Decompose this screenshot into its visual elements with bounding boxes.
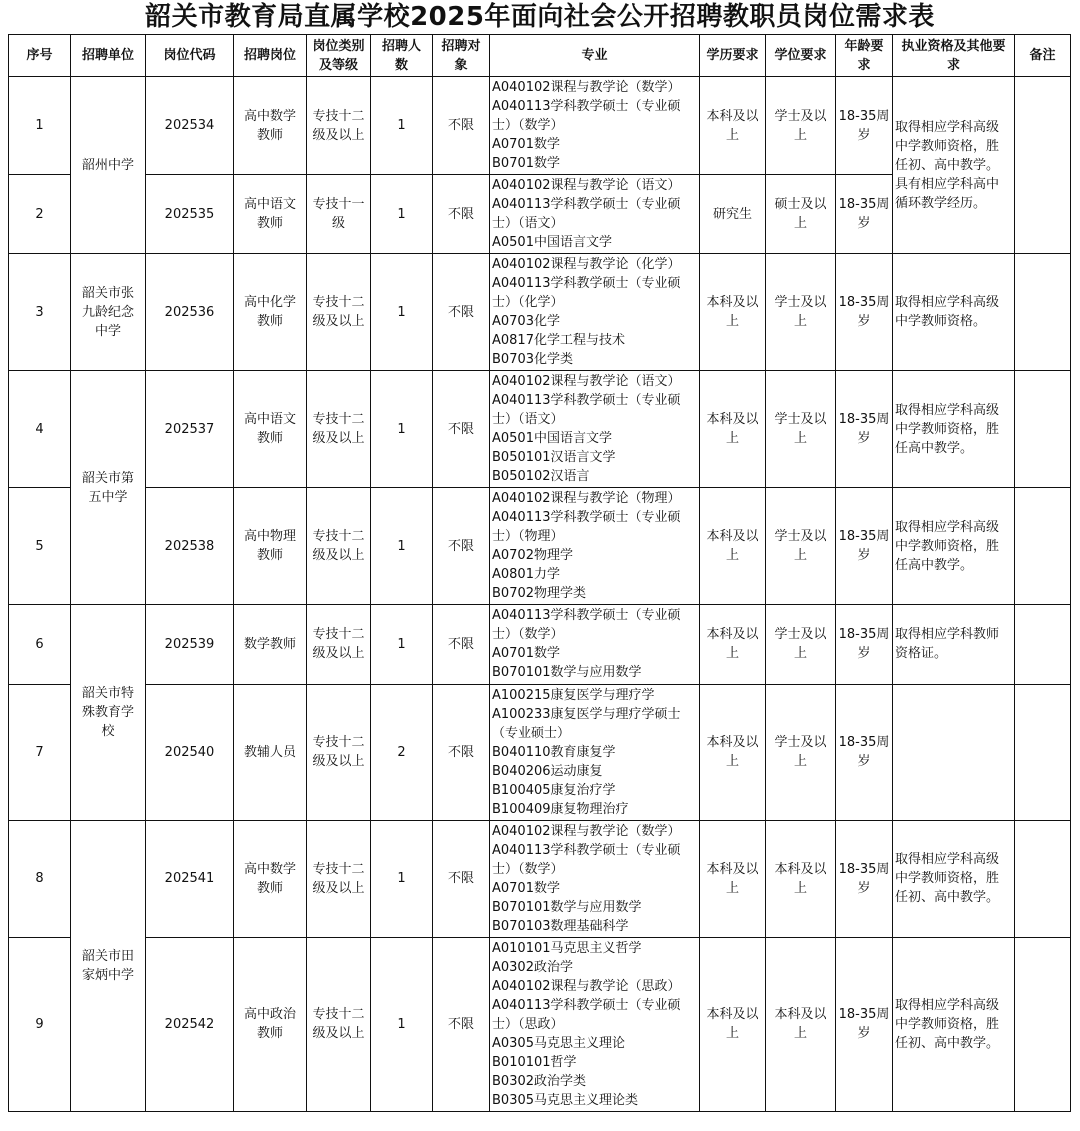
header-major: 专业 [490,35,700,77]
cell-post: 教辅人员 [234,684,307,820]
cell-major: A040102课程与教学论（数学） A040113学科教学硕士（专业硕 士）（数学） A0701数学 B070101数学与应用数学 B070103数理基础科学 [490,820,700,937]
header-code: 岗位代码 [146,35,234,77]
cell-seq: 6 [9,605,71,684]
cell-count: 1 [371,605,433,684]
cell-major: A010101马克思主义哲学 A0302政治学 A040102课程与教学论（思政） A040113学科教学硕士（专业硕 士）（思政） A0305马克思主义理论 B010101哲学 B0302政治学类 B0305马克思主义理论类 [490,937,700,1111]
cell-code: 202542 [146,937,234,1111]
cell-degree: 学士及以 上 [766,488,836,605]
cell-degree: 本科及以 上 [766,937,836,1111]
cell-qualification: 取得相应学科高级 中学教师资格，胜 任初、高中教学。 [893,937,1015,1111]
cell-count: 1 [371,820,433,937]
cell-seq: 3 [9,254,71,371]
cell-count: 1 [371,175,433,254]
cell-education: 本科及以 上 [700,937,766,1111]
cell-count: 1 [371,937,433,1111]
header-category: 岗位类别 及等级 [307,35,371,77]
cell-seq: 4 [9,371,71,488]
cell-qualification: 取得相应学科高级 中学教师资格，胜 任高中教学。 [893,488,1015,605]
cell-code: 202537 [146,371,234,488]
cell-age: 18-35周 岁 [836,820,893,937]
cell-seq: 9 [9,937,71,1111]
cell-count: 1 [371,254,433,371]
cell-seq: 8 [9,820,71,937]
cell-major: A040102课程与教学论（化学） A040113学科教学硕士（专业硕 士）（化学） A0703化学 A0817化学工程与技术 B0703化学类 [490,254,700,371]
cell-seq: 2 [9,175,71,254]
cell-unit: 韶关市田 家炳中学 [71,820,146,1111]
header-seq: 序号 [9,35,71,77]
cell-category: 专技十二 级及以上 [307,937,371,1111]
cell-target: 不限 [433,937,490,1111]
cell-target: 不限 [433,488,490,605]
cell-post: 高中政治 教师 [234,937,307,1111]
cell-major: A040102课程与教学论（语文） A040113学科教学硕士（专业硕 士）（语文） A0501中国语言文学 [490,175,700,254]
header-remark: 备注 [1015,35,1071,77]
cell-seq: 1 [9,77,71,175]
table-row [9,488,1071,605]
cell-category: 专技十二 级及以上 [307,605,371,684]
cell-category: 专技十二 级及以上 [307,820,371,937]
cell-target: 不限 [433,684,490,820]
cell-education: 本科及以 上 [700,684,766,820]
cell-major: A100215康复医学与理疗学 A100233康复医学与理疗学硕士 （专业硕士） B040110教育康复学 B040206运动康复 B100405康复治疗学 B100409康复物理治疗 [490,684,700,820]
cell-category: 专技十二 级及以上 [307,77,371,175]
cell-remark [1015,254,1071,371]
cell-post: 高中数学 教师 [234,820,307,937]
table-row [9,371,1071,488]
cell-unit: 韶关市张 九龄纪念 中学 [71,254,146,371]
cell-category: 专技十二 级及以上 [307,371,371,488]
cell-degree: 学士及以 上 [766,605,836,684]
cell-qualification: 取得相应学科高级 中学教师资格，胜 任高中教学。 [893,371,1015,488]
table-row [9,684,1071,820]
cell-code: 202539 [146,605,234,684]
cell-education: 本科及以 上 [700,820,766,937]
cell-remark [1015,605,1071,684]
header-education: 学历要求 [700,35,766,77]
cell-education: 研究生 [700,175,766,254]
cell-education: 本科及以 上 [700,605,766,684]
cell-degree: 学士及以 上 [766,254,836,371]
cell-code: 202535 [146,175,234,254]
header-post: 招聘岗位 [234,35,307,77]
cell-remark [1015,371,1071,488]
cell-seq: 5 [9,488,71,605]
cell-target: 不限 [433,254,490,371]
cell-remark [1015,77,1071,254]
cell-unit: 韶关市特 殊教育学 校 [71,605,146,820]
header-unit: 招聘单位 [71,35,146,77]
table-row [9,77,1071,175]
cell-target: 不限 [433,77,490,175]
cell-qualification: 取得相应学科高级 中学教师资格。 [893,254,1015,371]
cell-age: 18-35周 岁 [836,371,893,488]
cell-post: 高中语文 教师 [234,371,307,488]
table-row [9,820,1071,937]
cell-degree: 学士及以 上 [766,371,836,488]
cell-age: 18-35周 岁 [836,937,893,1111]
header-qualification: 执业资格及其他要 求 [893,35,1015,77]
cell-qualification [893,684,1015,820]
cell-target: 不限 [433,605,490,684]
cell-target: 不限 [433,820,490,937]
cell-target: 不限 [433,175,490,254]
cell-count: 1 [371,77,433,175]
cell-age: 18-35周 岁 [836,684,893,820]
cell-post: 高中语文 教师 [234,175,307,254]
cell-category: 专技十一 级 [307,175,371,254]
cell-qualification: 取得相应学科教师 资格证。 [893,605,1015,684]
table-row [9,254,1071,371]
cell-major: A040102课程与教学论（数学） A040113学科教学硕士（专业硕 士）（数学） A0701数学 B0701数学 [490,77,700,175]
cell-major: A040113学科教学硕士（专业硕 士）（数学） A0701数学 B070101数学与应用数学 [490,605,700,684]
cell-unit: 韶关市第 五中学 [71,371,146,605]
cell-education: 本科及以 上 [700,254,766,371]
cell-degree: 本科及以 上 [766,820,836,937]
cell-count: 1 [371,371,433,488]
cell-degree: 硕士及以 上 [766,175,836,254]
table-row [9,937,1071,1111]
cell-post: 高中化学 教师 [234,254,307,371]
header-age: 年龄要 求 [836,35,893,77]
cell-age: 18-35周 岁 [836,254,893,371]
cell-remark [1015,488,1071,605]
header-degree: 学位要求 [766,35,836,77]
cell-code: 202538 [146,488,234,605]
cell-code: 202534 [146,77,234,175]
cell-target: 不限 [433,371,490,488]
cell-education: 本科及以 上 [700,488,766,605]
cell-category: 专技十二 级及以上 [307,684,371,820]
cell-post: 高中物理 教师 [234,488,307,605]
cell-unit: 韶州中学 [71,77,146,254]
cell-education: 本科及以 上 [700,77,766,175]
cell-major: A040102课程与教学论（物理） A040113学科教学硕士（专业硕 士）（物理） A0702物理学 A0801力学 B0702物理学类 [490,488,700,605]
cell-age: 18-35周 岁 [836,605,893,684]
cell-age: 18-35周 岁 [836,488,893,605]
cell-age: 18-35周 岁 [836,77,893,175]
cell-age: 18-35周 岁 [836,175,893,254]
cell-code: 202536 [146,254,234,371]
cell-remark [1015,820,1071,937]
cell-degree: 学士及以 上 [766,684,836,820]
cell-degree: 学士及以 上 [766,77,836,175]
header-row [9,35,1071,77]
cell-category: 专技十二 级及以上 [307,488,371,605]
cell-remark [1015,937,1071,1111]
cell-qualification: 取得相应学科高级 中学教师资格，胜 任初、高中教学。 具有相应学科高中 循环教学经历。 [893,77,1015,254]
table-row [9,605,1071,684]
cell-code: 202541 [146,820,234,937]
cell-education: 本科及以 上 [700,371,766,488]
cell-code: 202540 [146,684,234,820]
cell-count: 2 [371,684,433,820]
cell-major: A040102课程与教学论（语文） A040113学科教学硕士（专业硕 士）（语文） A0501中国语言文学 B050101汉语言文学 B050102汉语言 [490,371,700,488]
header-count: 招聘人 数 [371,35,433,77]
cell-post: 高中数学 教师 [234,77,307,175]
cell-category: 专技十二 级及以上 [307,254,371,371]
recruitment-table [8,34,1071,1112]
cell-count: 1 [371,488,433,605]
document-title: 韶关市教育局直属学校2025年面向社会公开招聘教职员岗位需求表 [145,2,935,32]
cell-qualification: 取得相应学科高级 中学教师资格，胜 任初、高中教学。 [893,820,1015,937]
header-target: 招聘对 象 [433,35,490,77]
cell-remark [1015,684,1071,820]
cell-post: 数学教师 [234,605,307,684]
cell-seq: 7 [9,684,71,820]
